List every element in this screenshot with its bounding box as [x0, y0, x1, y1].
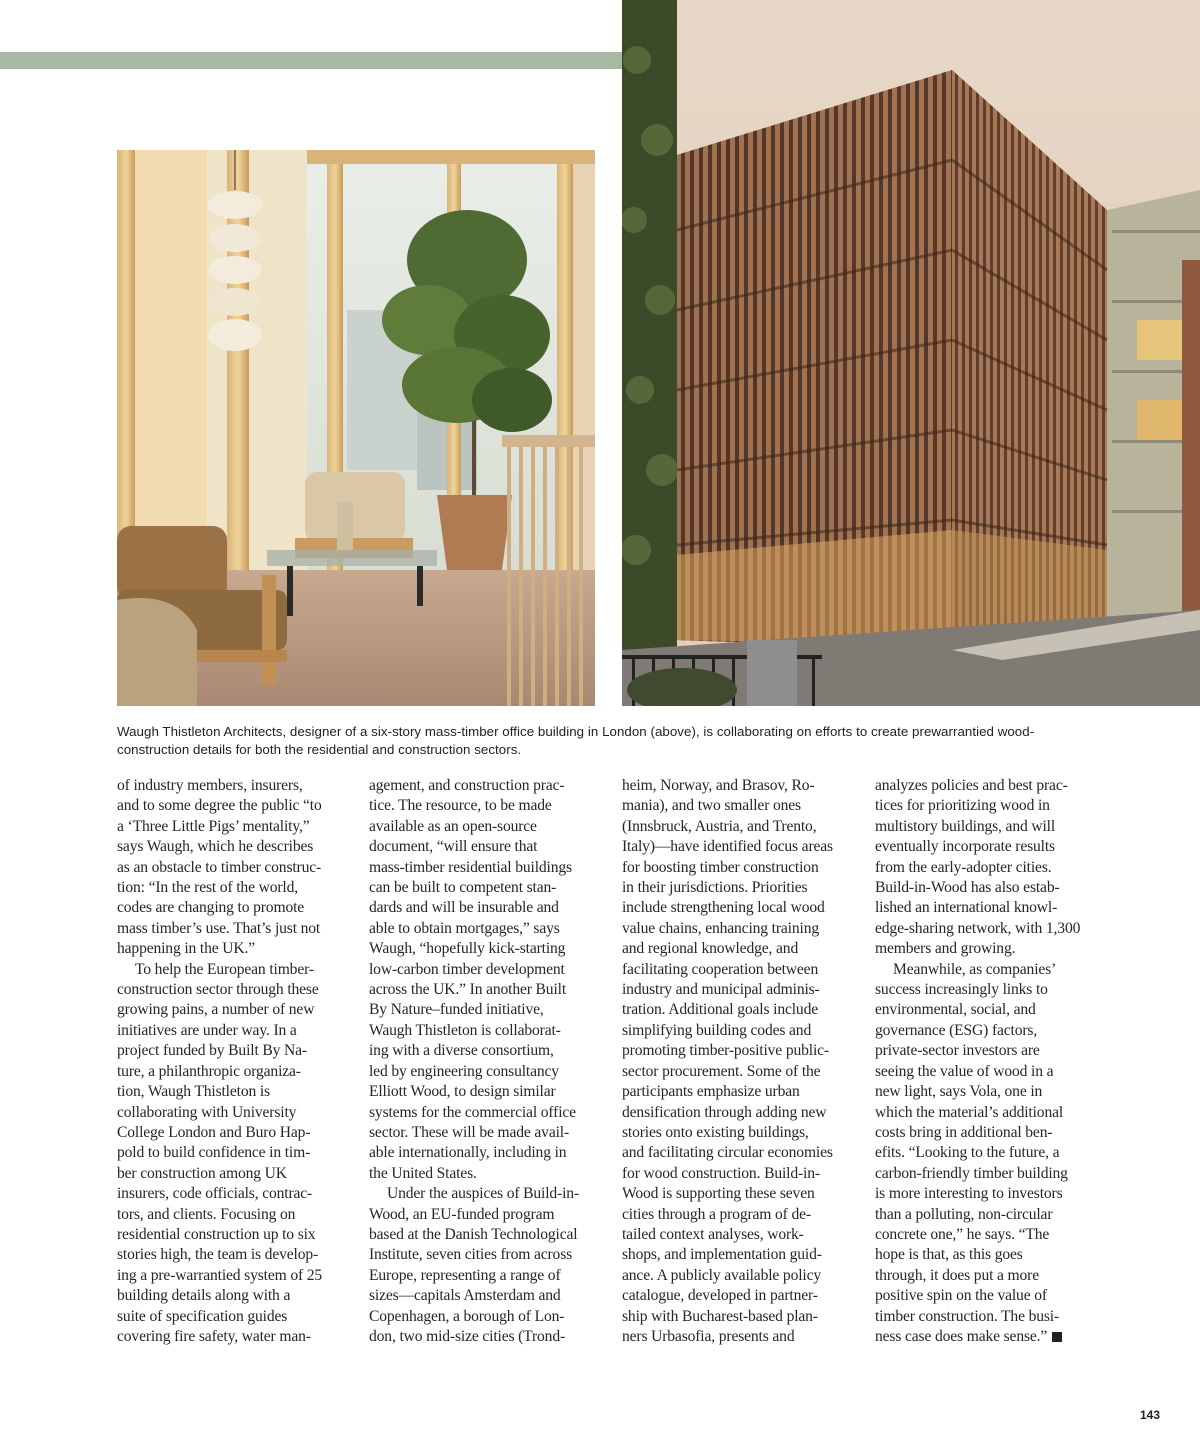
- body-text-line: include strengthening local wood: [622, 899, 825, 917]
- body-text-line: members and growing.: [875, 940, 1016, 958]
- body-text-line: ners Urbasofia, presents and: [622, 1327, 795, 1345]
- body-text-line: growing pains, a number of new: [117, 1001, 315, 1019]
- body-text-line: heim, Norway, and Brasov, Ro-: [622, 777, 815, 794]
- body-text-line: timber construction. The busi-: [875, 1307, 1060, 1325]
- body-text-line: College London and Buro Hap-: [117, 1123, 311, 1141]
- body-text-line: tion: “In the rest of the world,: [117, 879, 298, 897]
- body-text-line: tices for prioritizing wood in: [875, 797, 1050, 815]
- body-text-line: in their jurisdictions. Priorities: [622, 879, 808, 897]
- body-text-line: ture, a philanthropic organiza-: [117, 1062, 301, 1080]
- end-of-article-mark: [1052, 1332, 1062, 1342]
- body-text-line: and to some degree the public “to: [117, 797, 322, 815]
- body-text-line: industry and municipal adminis-: [622, 981, 820, 999]
- body-text-line: document, “will ensure that: [369, 838, 538, 856]
- body-text-line: pold to build confidence in tim-: [117, 1144, 311, 1162]
- body-text-line: catalogue, developed in partner-: [622, 1287, 818, 1305]
- body-text-line: ing with a diverse consortium,: [369, 1042, 554, 1060]
- body-text-line: Waugh Thistleton is collaborat-: [369, 1021, 561, 1039]
- body-text-line: Under the auspices of Build-in-: [387, 1185, 579, 1203]
- body-text-line: available as an open-source: [369, 817, 537, 835]
- body-text-line: through, it does put a more: [875, 1266, 1039, 1284]
- body-text-line: covering fire safety, water man-: [117, 1327, 311, 1345]
- body-text-line: tice. The resource, to be made: [369, 797, 552, 815]
- body-text-line: tailed context analyses, work-: [622, 1225, 804, 1243]
- body-text-line: low-carbon timber development: [369, 960, 565, 978]
- body-text-line: and regional knowledge, and: [622, 940, 799, 958]
- body-text-line: ing a pre-warrantied system of 25: [117, 1266, 323, 1284]
- body-text-line: positive spin on the value of: [875, 1287, 1047, 1305]
- body-text-line: Institute, seven cities from across: [369, 1246, 573, 1264]
- accent-bar: [0, 52, 622, 69]
- body-text-line: which the material’s additional: [875, 1103, 1064, 1121]
- body-text-line: ness case does make sense.”: [875, 1327, 1103, 1347]
- body-text-line: cities through a program of de-: [622, 1205, 811, 1223]
- body-text-line: able to obtain mortgages,” says: [369, 919, 560, 937]
- body-text-line: tion, Waugh Thistleton is: [117, 1083, 270, 1101]
- body-text-line: insurers, code officials, contrac-: [117, 1185, 313, 1203]
- body-text-line: simplifying building codes and: [622, 1021, 812, 1039]
- body-text-line: (Innsbruck, Austria, and Trento,: [622, 817, 817, 835]
- body-text-line: dards and will be insurable and: [369, 899, 559, 917]
- body-text-line: edge-sharing network, with 1,300: [875, 919, 1081, 937]
- interior-photo: [117, 150, 595, 706]
- body-text-line: costs bring in additional ben-: [875, 1123, 1053, 1141]
- body-text-line: construction sector through these: [117, 981, 319, 999]
- body-text-line: building details along with a: [117, 1287, 291, 1305]
- body-text-line: ber construction among UK: [117, 1164, 287, 1182]
- body-text-line: Wood is supporting these seven: [622, 1185, 815, 1203]
- body-text-line: mania), and two smaller ones: [622, 797, 801, 815]
- body-text-line: able internationally, including in: [369, 1144, 567, 1162]
- body-text-line: across the UK.” In another Built: [369, 981, 566, 999]
- body-text-line: the United States.: [369, 1164, 477, 1182]
- body-text-line: seeing the value of wood in a: [875, 1062, 1054, 1080]
- body-text-line: densification through adding new: [622, 1103, 827, 1121]
- body-text-line: than a polluting, non-circular: [875, 1205, 1053, 1223]
- body-text-line: participants emphasize urban: [622, 1083, 800, 1101]
- text-column-3: [622, 776, 850, 1347]
- building-photo: [622, 0, 1200, 706]
- body-text-line: project funded by Built By Na-: [117, 1042, 307, 1060]
- body-text-line: promoting timber-positive public-: [622, 1042, 829, 1060]
- body-text-line: mass timber’s use. That’s just not: [117, 919, 321, 937]
- body-text-line: agement, and construction prac-: [369, 777, 565, 794]
- body-text-line: a ‘Three Little Pigs’ mentality,”: [117, 817, 310, 835]
- body-text-line: happening in the UK.”: [117, 940, 256, 958]
- page-number: 143: [1139, 1408, 1160, 1422]
- text-column-1: [117, 776, 345, 1347]
- body-text-line: efits. “Looking to the future, a: [875, 1144, 1060, 1162]
- body-text-line: systems for the commercial office: [369, 1103, 576, 1121]
- body-text-line: facilitating cooperation between: [622, 960, 819, 978]
- body-text-line: as an obstacle to timber construc-: [117, 858, 322, 876]
- body-text-line: ship with Bucharest-based plan-: [622, 1307, 818, 1325]
- body-text-line: ance. A publicly available policy: [622, 1266, 822, 1284]
- body-text-line: hope is that, as this goes: [875, 1246, 1023, 1264]
- body-text-line: based at the Danish Technological: [369, 1225, 578, 1243]
- body-text-line: for wood construction. Build-in-: [622, 1164, 820, 1182]
- body-text-line: value chains, enhancing training: [622, 919, 819, 937]
- body-text-line: new light, says Vola, one in: [875, 1083, 1043, 1101]
- body-text-line: Elliott Wood, to design similar: [369, 1083, 556, 1101]
- body-text-line: concrete one,” he says. “The: [875, 1225, 1050, 1243]
- body-text-line: Wood, an EU-funded program: [369, 1205, 555, 1223]
- body-text-line: Europe, representing a range of: [369, 1266, 561, 1284]
- body-text-line: initiatives are under way. In a: [117, 1021, 297, 1039]
- body-text-line: Meanwhile, as companies’: [893, 960, 1057, 978]
- body-text-line: Italy)—have identified focus areas: [622, 838, 833, 856]
- body-text-line: success increasingly links to: [875, 981, 1048, 999]
- body-text-line: from the early-adopter cities.: [875, 858, 1052, 876]
- body-text-line: eventually incorporate results: [875, 838, 1055, 856]
- body-text-line: tors, and clients. Focusing on: [117, 1205, 296, 1223]
- body-text-line: stories onto existing buildings,: [622, 1123, 809, 1141]
- body-text-line: lished an international knowl-: [875, 899, 1058, 917]
- body-text-line: residential construction up to six: [117, 1225, 316, 1243]
- body-text-line: suite of specification guides: [117, 1307, 288, 1325]
- body-text-line: collaborating with University: [117, 1103, 297, 1121]
- body-text-line: of industry members, insurers,: [117, 777, 303, 794]
- body-text-line: sector procurement. Some of the: [622, 1062, 821, 1080]
- body-text-line: sizes—capitals Amsterdam and: [369, 1287, 561, 1305]
- photo-caption: Waugh Thistleton Architects, designer of a six-story mass-timber office building in London (above), is collaborating on efforts to create prewarrantied wood-construction details for both the residential and construction sectors.: [117, 724, 1035, 757]
- body-text-line: private-sector investors are: [875, 1042, 1040, 1060]
- body-text-line: led by engineering consultancy: [369, 1062, 559, 1080]
- body-text-line: governance (ESG) factors,: [875, 1021, 1038, 1039]
- body-text-line: shops, and implementation guid-: [622, 1246, 822, 1264]
- body-text-line: says Waugh, which he describes: [117, 838, 314, 856]
- body-text-line: environmental, social, and: [875, 1001, 1036, 1019]
- body-text-line: and facilitating circular economies: [622, 1144, 833, 1162]
- body-text-line: is more interesting to investors: [875, 1185, 1063, 1203]
- body-text-line: sector. These will be made avail-: [369, 1123, 570, 1141]
- body-text-line: stories high, the team is develop-: [117, 1246, 319, 1264]
- body-text-line: mass-timber residential buildings: [369, 858, 572, 876]
- text-column-4: [875, 776, 1103, 1347]
- body-text-line: codes are changing to promote: [117, 899, 305, 917]
- body-text-line: don, two mid-size cities (Trond-: [369, 1327, 566, 1345]
- body-text-line: carbon-friendly timber building: [875, 1164, 1068, 1182]
- body-text-line: tration. Additional goals include: [622, 1001, 819, 1019]
- body-text-line: Waugh, “hopefully kick-starting: [369, 940, 566, 958]
- body-text-line: Build-in-Wood has also estab-: [875, 879, 1060, 897]
- body-text-line: can be built to competent stan-: [369, 879, 557, 897]
- body-text-line: Copenhagen, a borough of Lon-: [369, 1307, 565, 1325]
- body-text-line: By Nature–funded initiative,: [369, 1001, 544, 1019]
- body-text-line: for boosting timber construction: [622, 858, 819, 876]
- body-text-line: multistory buildings, and will: [875, 817, 1056, 835]
- body-text-line: analyzes policies and best prac-: [875, 777, 1068, 794]
- body-text-line: To help the European timber-: [135, 960, 314, 978]
- text-column-2: [369, 776, 597, 1347]
